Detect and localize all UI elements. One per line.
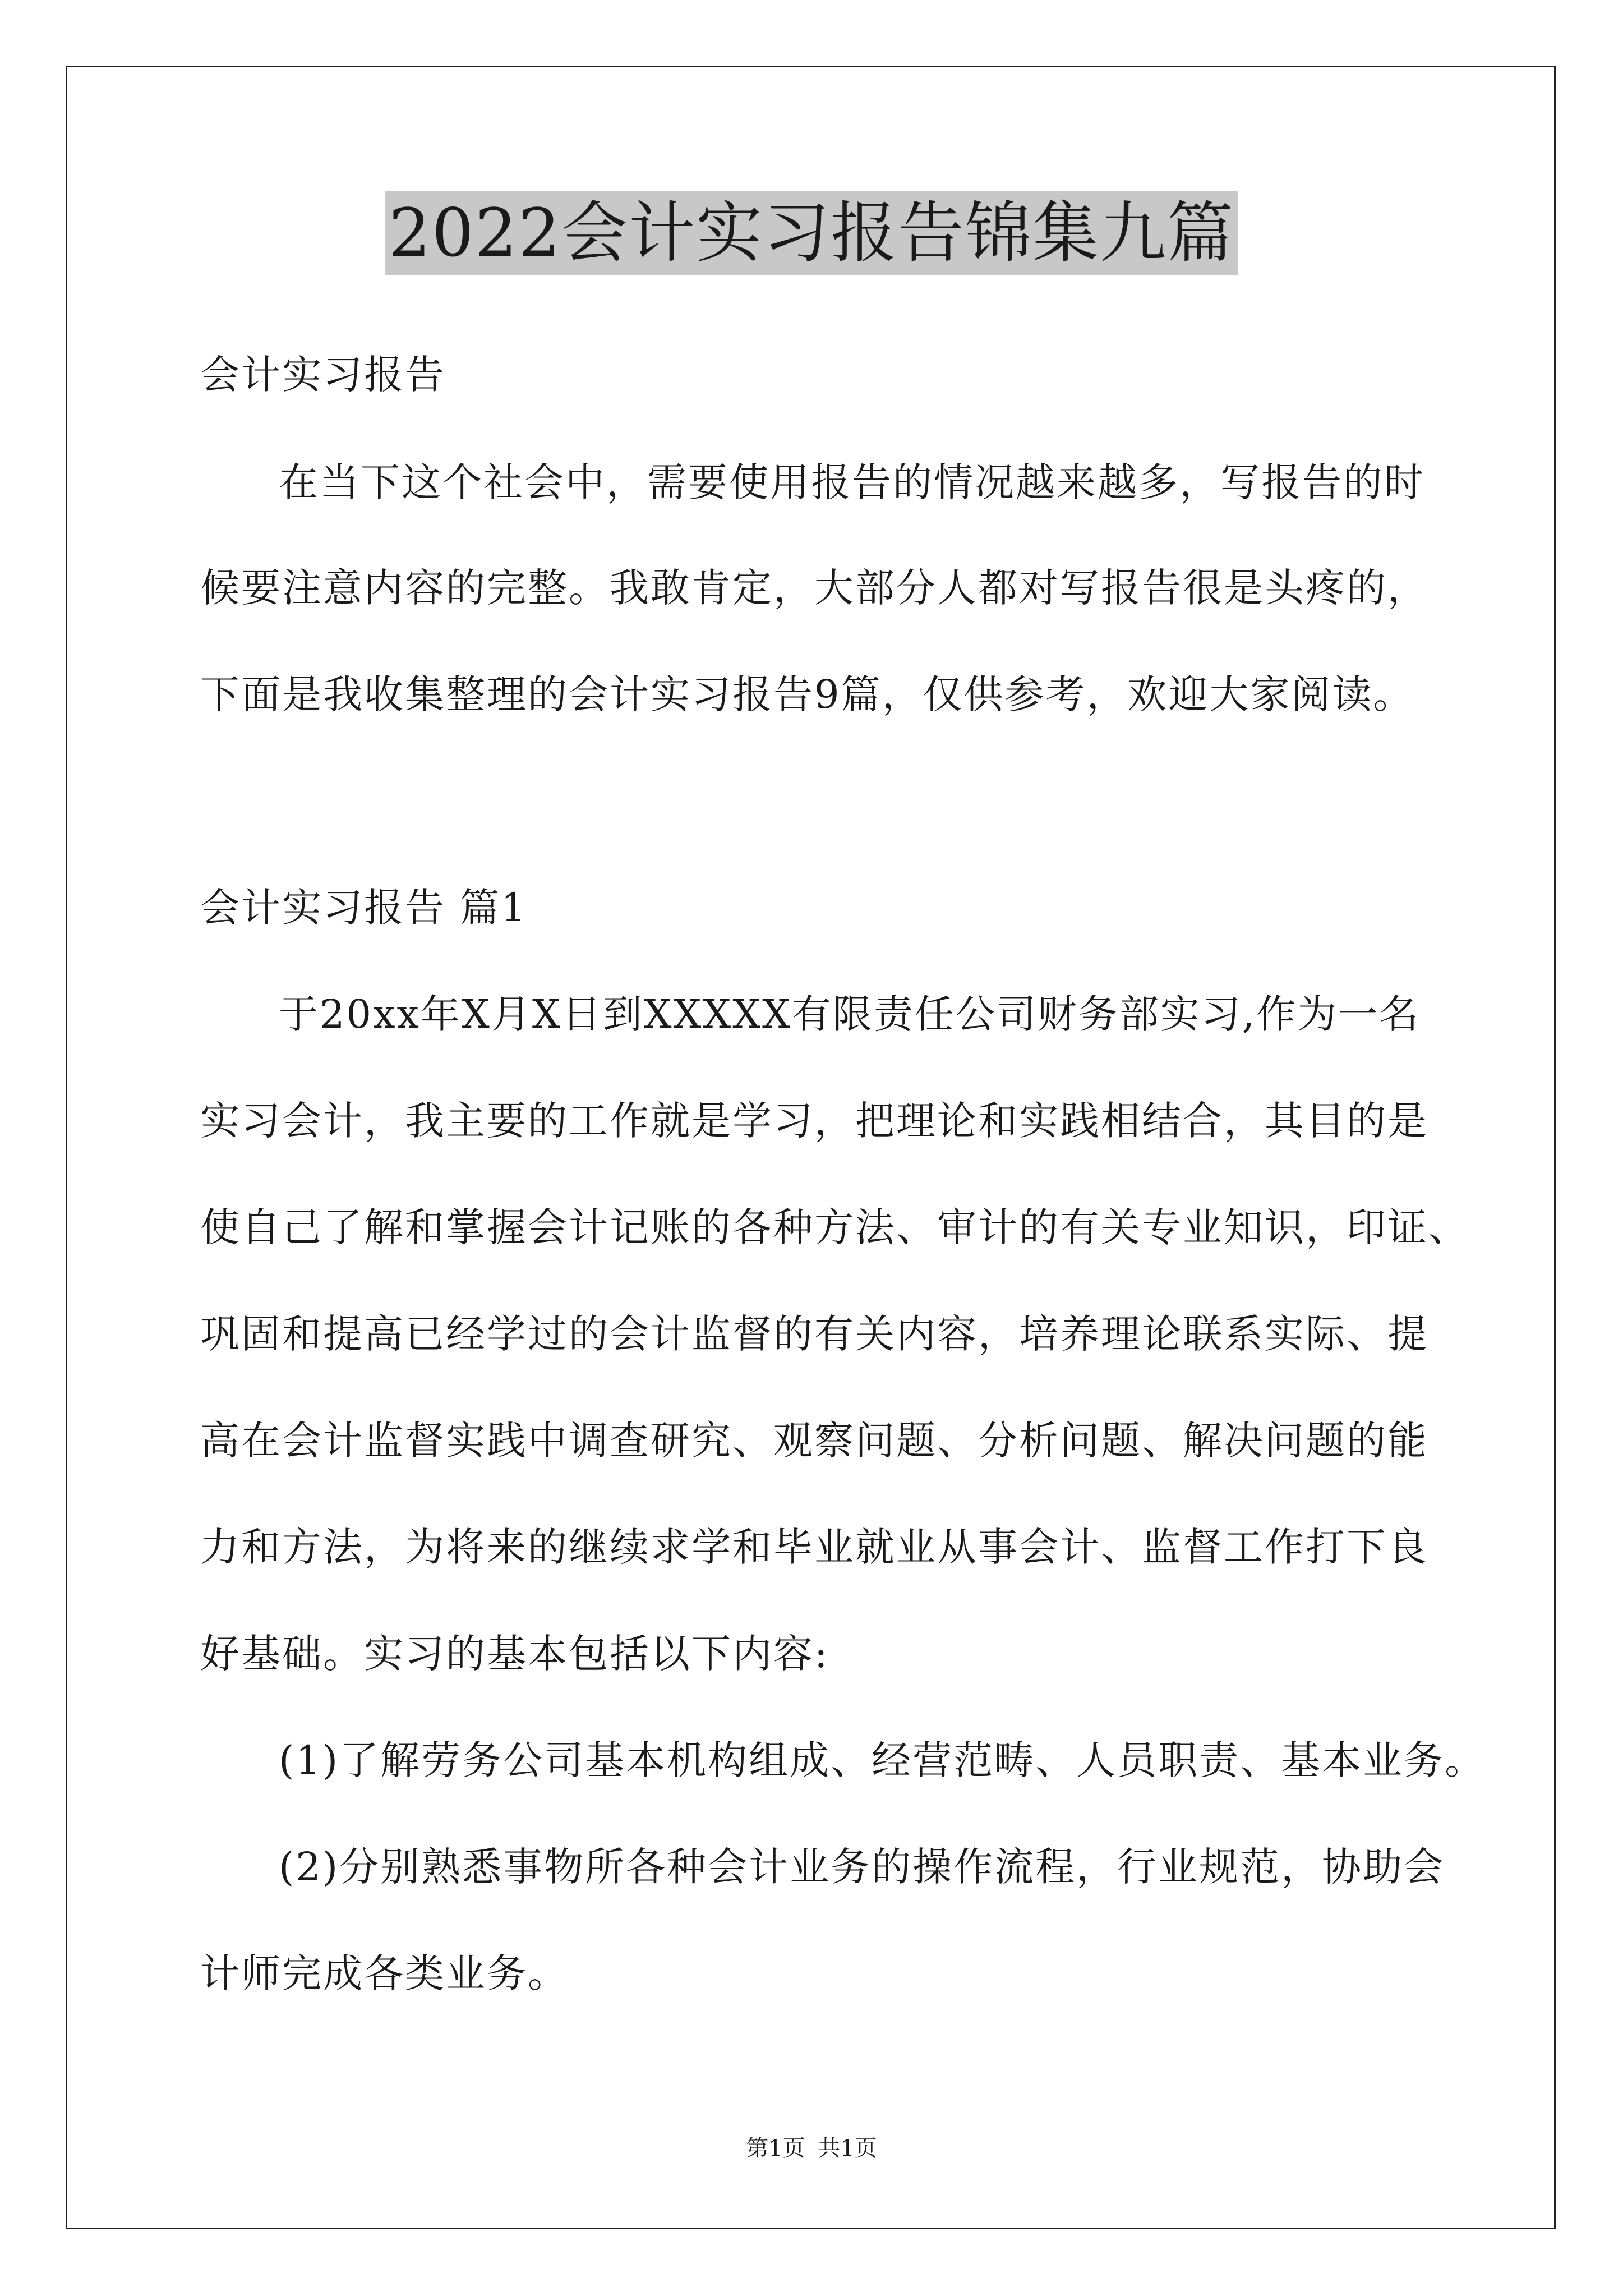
paragraph-line: 在当下这个社会中，需要使用报告的情况越来越多，写报告的时 <box>279 459 1425 505</box>
paragraph-line: 候要注意内容的完整。我敢肯定，大部分人都对写报告很是头疼的， <box>200 565 1428 611</box>
list-item-1: (1)了解劳务公司基本机构组成、经营范畴、人员职责、基本业务。 <box>279 1737 1486 1783</box>
document-title: 2022会计实习报告锦集九篇 <box>385 191 1238 275</box>
intro-heading: 会计实习报告 <box>200 352 446 398</box>
paragraph-line: 高在会计监督实践中调查研究、观察问题、分析问题、解决问题的能 <box>200 1418 1428 1464</box>
paragraph-line: 计师完成各类业务。 <box>200 1950 569 1996</box>
list-item-2: (2)分别熟悉事物所各种会计业务的操作流程，行业规范，协助会 <box>279 1844 1445 1890</box>
paragraph-line: 力和方法，为将来的继续求学和毕业就业从事会计、监督工作打下良 <box>200 1524 1428 1570</box>
paragraph-line: 下面是我收集整理的会计实习报告9篇，仅供参考，欢迎大家阅读。 <box>200 671 1414 717</box>
title-container <box>0 191 1623 275</box>
section-heading: 会计实习报告 篇1 <box>200 885 528 931</box>
paragraph-line: 使自己了解和掌握会计记账的各种方法、审计的有关专业知识，印证、 <box>200 1204 1469 1250</box>
paragraph-line: 于20xx年X月X日到XXXXX有限责任公司财务部实习,作为一名 <box>279 991 1421 1037</box>
paragraph-line: 实习会计，我主要的工作就是学习，把理论和实践相结合，其目的是 <box>200 1098 1428 1144</box>
paragraph-line: 巩固和提高已经学过的会计监督的有关内容，培养理论联系实际、提 <box>200 1311 1428 1357</box>
paragraph-line: 好基础。实习的基本包括以下内容: <box>200 1631 829 1677</box>
page-number: 第1页 共1页 <box>746 2136 877 2161</box>
